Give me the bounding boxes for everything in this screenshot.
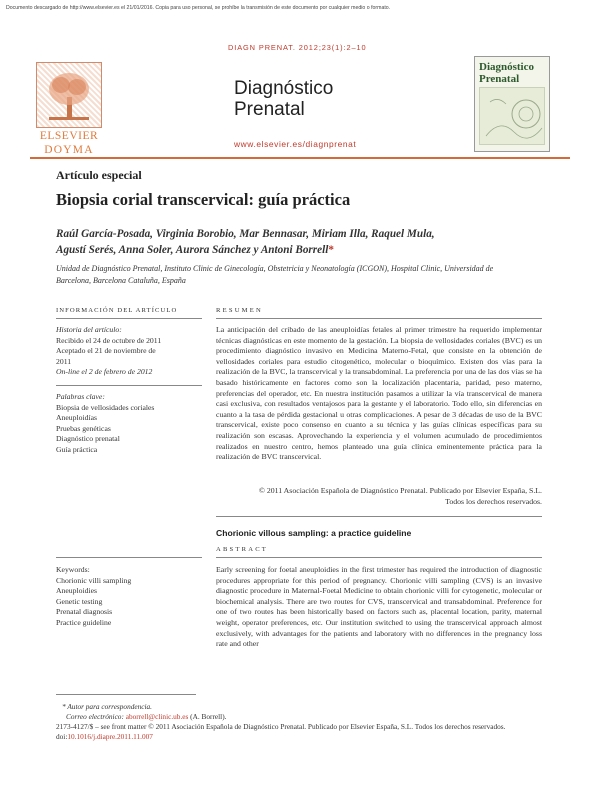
resumen-text: La anticipación del cribado de las aneuploidías fetales al primer trimestre ha requerido implementar técnicas diagnósticas en este momento de la gestación. La biopsia de vellosidades coriales (BVC) es un procedimiento diagnóstico invasivo en Medicina Materno-Fetal, que consiste en la obtención de vellosidades coriales para estudio citogenético, molecular o bioquímico. Existen dos vías para la realización de la BVC, la transcervical y la transabdominal. La preferencia por una de las dos vías se ha basado históricamente en factores como son la localización placentaria, paridad, peso materno, preferencias del operador, etc. En nuestra institución pasamos a utilizar la vía transcervical de manera casi exclusiva, con resultados ventajosos para la gestante y el laboratorio. Todo ello, sin diferencias en cuanto a la tasa de pérdida gestacional u otras complicaciones. A pesar de 3 décadas de uso de la BVC transcervical, existe poco consenso en cuanto a su técnica y las guías clínicas específicas para su realización son escasas. Aprovechando la experiencia y el volumen acumulado de procedimientos realizados en nuestro centro, hemos planteado una guía clínica eminentemente práctica para la realización de BVC transcervical. bbox=[216, 325, 542, 462]
abstract-header: ABSTRACT bbox=[216, 546, 269, 553]
cover-title: Diagnóstico Prenatal bbox=[479, 61, 534, 85]
publisher-name-2: DOYMA bbox=[44, 144, 94, 156]
journal-cover-image bbox=[474, 56, 550, 152]
article-history: Historia del artículo: Recibido el 24 de octubre de 2011 Aceptado el 21 de noviembre de 2011 On-line el 2 de febrero de 2012 bbox=[56, 325, 162, 376]
keyword: Practice guideline bbox=[56, 617, 112, 627]
journal-title: Diagnóstico Prenatal bbox=[234, 78, 334, 120]
footnote-rule bbox=[56, 694, 196, 695]
resumen-header: RESUMEN bbox=[216, 307, 263, 314]
cover-illustration bbox=[479, 87, 545, 145]
corresponding-author-link[interactable]: * bbox=[328, 244, 334, 256]
divider bbox=[56, 318, 202, 319]
keyword: Aneuploidies bbox=[56, 586, 97, 595]
keyword: Guía práctica bbox=[56, 444, 98, 454]
elsevier-tree-icon bbox=[36, 62, 102, 128]
doi-link[interactable]: 10.1016/j.diapre.2011.11.007 bbox=[67, 732, 153, 741]
issn-line: 2173-4127/$ – see front matter © 2011 Asociación Española de Diagnóstico Prenatal. Publicado por Elsevier España, S.L. Todos los derechos reservados. bbox=[56, 722, 506, 731]
article-section: Artículo especial bbox=[56, 168, 142, 182]
keyword: Prenatal diagnosis bbox=[56, 607, 113, 616]
keywords-es: Palabras clave: Biopsia de vellosidades coriales Aneuploidías Pruebas genéticas Diagnóstico prenatal Guía práctica bbox=[56, 392, 202, 455]
footnotes: * Autor para correspondencia. Correo electrónico: aborrell@clinic.ub.es (A. Borrell). 2173-4127/$ – see front matter © 2011 Asociación Española de Diagnóstico Prenatal. Publicado por Elsevier España, S.L. Todos los derechos reservados. doi:10.1016/j.diapre.2011.11.007 bbox=[56, 702, 556, 742]
download-notice: Documento descargado de http://www.elsevier.es el 21/01/2016. Copia para uso personal, se prohíbe la transmisión de este documento por cualquier medio o formato. bbox=[6, 5, 391, 11]
divider bbox=[216, 557, 542, 558]
keyword: Diagnóstico prenatal bbox=[56, 434, 120, 443]
affiliation: Unidad de Diagnóstico Prenatal, Instituto Clinic de Ginecología, Obstetricia y Neonatología (ICGON), Hospital Clinic, Universidad de Barcelona, Barcelona Cataluña, España bbox=[56, 264, 494, 285]
email-link[interactable]: aborrell@clinic.ub.es bbox=[125, 712, 189, 721]
article-info-header: INFORMACIÓN DEL ARTÍCULO bbox=[56, 307, 178, 314]
divider bbox=[216, 516, 542, 517]
header-rule bbox=[30, 157, 570, 159]
publisher-logo bbox=[30, 62, 108, 164]
keyword: Genetic testing bbox=[56, 596, 103, 606]
publisher-name: ELSEVIER bbox=[39, 130, 99, 142]
english-title: Chorionic villous sampling: a practice guideline bbox=[216, 528, 412, 538]
english-abstract-text: Early screening for foetal aneuploidies in the first trimester has required the introduction of diagnostic procedures appropriate for this period of pregnancy. Chorionic villi sampling (CVS) is an invasive diagnostic procedure in Maternal-Foetal Medicine to obtain chorionic villi for cytogenetic, molecular or biochemical analysis. There are two routes for CVS, transcervical and transabdominal. Preference for one of two routes has been historically based on factors such as, placental location, parity, maternal weight, operator preferences, etc. Our institution switched to using the transcervical approach almost exclusively, with advantages for the patients and laboratory with no differences in the pregnancy loss rate and other bbox=[216, 565, 542, 649]
keyword: Pruebas genéticas bbox=[56, 423, 111, 433]
paper-title: Biopsia corial transcervical: guía práctica bbox=[56, 190, 351, 209]
keywords-en: Keywords: Chorionic villi sampling Aneuploidies Genetic testing Prenatal diagnosis Practice guideline bbox=[56, 565, 202, 628]
divider bbox=[56, 385, 202, 386]
journal-citation: DIAGN PRENAT. 2012;23(1):2–10 bbox=[228, 43, 367, 52]
divider bbox=[56, 557, 202, 558]
keyword: Biopsia de vellosidades coriales bbox=[56, 402, 155, 412]
keyword: Aneuploidías bbox=[56, 413, 97, 422]
copyright: © 2011 Asociación Española de Diagnóstico Prenatal. Publicado por Elsevier España, S.L. Todos los derechos reservados. bbox=[258, 486, 542, 506]
keyword: Chorionic villi sampling bbox=[56, 575, 132, 585]
divider bbox=[216, 318, 542, 319]
journal-url-link[interactable]: www.elsevier.es/diagnprenat bbox=[234, 139, 357, 149]
author-list: Raúl García-Posada, Virginia Borobio, Mar Bennasar, Miriam Illa, Raquel Mula, Agustí Serés, Anna Soler, Aurora Sánchez y Antoni Borrell* bbox=[56, 228, 435, 256]
